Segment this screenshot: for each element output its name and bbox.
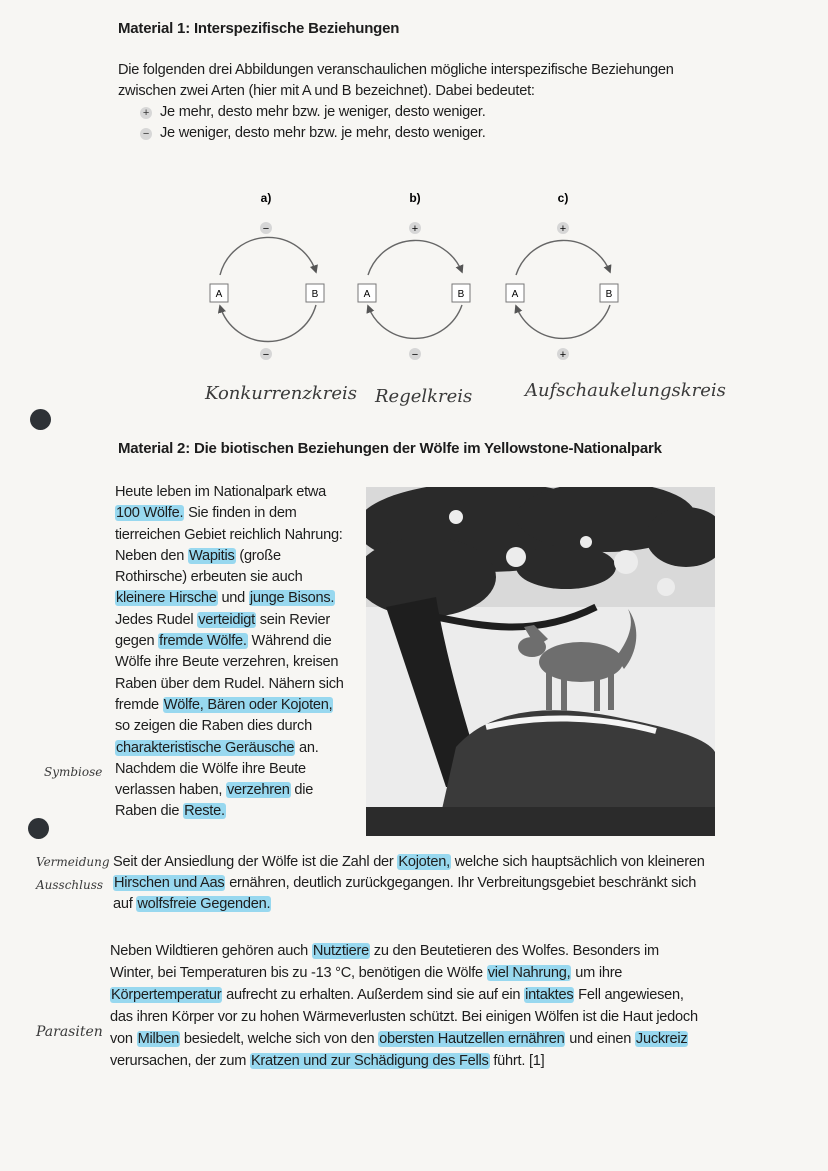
text-segment: führt. [1] xyxy=(489,1053,545,1069)
text-line xyxy=(110,940,720,962)
minus-symbol: − xyxy=(140,128,152,140)
margin-note-ausschluss: Ausschluss xyxy=(36,878,104,892)
diagram-c-label: c) xyxy=(557,191,569,205)
margin-note-vermeidung: Vermeidung xyxy=(36,855,110,869)
text-segment: auf xyxy=(113,896,137,912)
material2-heading: Material 2: Die biotischen Beziehungen der Wölfe im Yellowstone-Nationalpark xyxy=(118,440,662,457)
text-line xyxy=(115,780,351,801)
text-line xyxy=(115,546,351,567)
text-segment: und einen xyxy=(565,1031,635,1047)
diagram-b-node-b: B xyxy=(457,289,465,300)
diagram-b xyxy=(358,191,470,361)
diagram-c-top-sign: + xyxy=(559,223,567,235)
highlighted-text: intaktes xyxy=(525,987,574,1003)
highlighted-text: junge Bisons. xyxy=(249,590,335,607)
text-segment: verlassen haben, xyxy=(115,782,226,799)
text-line xyxy=(115,652,351,673)
text-segment: sein Revier xyxy=(255,611,330,628)
text-segment: die xyxy=(290,782,314,799)
plus-symbol: + xyxy=(140,107,152,119)
text-segment: verursachen, der zum xyxy=(110,1053,250,1069)
legend-plus-text: Je mehr, desto mehr bzw. je weniger, desto weniger. xyxy=(160,104,486,120)
text-segment: welche sich hauptsächlich von kleineren xyxy=(450,854,705,870)
material2-paragraph2 xyxy=(113,852,718,915)
text-segment: aufrecht zu erhalten. Außerdem sind sie auf ein xyxy=(222,987,525,1003)
diagram-a-top-sign: − xyxy=(262,223,270,235)
text-segment: an. xyxy=(295,739,319,756)
highlighted-text: Milben xyxy=(137,1031,180,1047)
text-segment: Fell angewiesen, xyxy=(574,987,684,1003)
text-line xyxy=(110,1006,720,1028)
text-segment: Neben Wildtieren gehören auch xyxy=(110,943,312,959)
text-line xyxy=(115,716,351,737)
text-line xyxy=(113,894,718,915)
highlighted-text: 100 Wölfe. xyxy=(116,505,184,522)
text-segment: zu den Beutetieren des Wolfes. Besonders im xyxy=(369,943,659,959)
text-segment: (große xyxy=(235,547,281,564)
material2-column-text xyxy=(115,482,351,823)
text-segment: Seit der Ansiedlung der Wölfe ist die Zahl der xyxy=(113,854,398,870)
text-segment: Jedes Rudel xyxy=(115,611,198,628)
highlighted-text: Wölfe, Bären oder Kojoten, xyxy=(163,696,333,713)
highlighted-text: verzehren xyxy=(226,782,290,799)
text-line xyxy=(115,674,351,695)
diagram-a-node-a: A xyxy=(215,289,223,300)
highlighted-text: Nutztiere xyxy=(312,943,369,959)
hole-punch-top xyxy=(30,409,51,430)
text-line xyxy=(115,801,351,822)
text-segment: Heute leben im Nationalpark etwa xyxy=(115,484,327,500)
wolf-photo xyxy=(366,487,715,836)
text-segment: Wölfe ihre Beute verzehren, kreisen xyxy=(115,654,339,671)
highlighted-text: charakteristische Geräusche xyxy=(116,739,295,756)
margin-note-parasiten: Parasiten xyxy=(36,1024,103,1040)
text-segment: Winter, bei Temperaturen bis zu -13 °C, benötigen die Wölfe xyxy=(110,965,487,981)
diagram-b-label: b) xyxy=(409,191,421,205)
text-line xyxy=(115,610,351,631)
text-segment: Nachdem die Wölfe ihre Beute xyxy=(115,760,306,777)
legend-minus-text: Je weniger, desto mehr bzw. je mehr, desto weniger. xyxy=(160,125,486,141)
material1-intro-line1: Die folgenden drei Abbildungen veranschaulichen mögliche interspezifische Beziehungen xyxy=(118,62,674,78)
annotation-a: Konkurrenzkreis xyxy=(205,383,357,404)
text-line xyxy=(115,482,351,503)
diagram-c-node-a: A xyxy=(511,289,519,300)
text-line xyxy=(113,873,718,894)
text-segment: gegen xyxy=(115,633,159,650)
legend-plus xyxy=(140,102,486,123)
text-line xyxy=(110,962,720,984)
text-line xyxy=(115,503,351,524)
text-line xyxy=(115,567,351,588)
annotation-b: Regelkreis xyxy=(375,386,473,407)
margin-note-symbiose: Symbiose xyxy=(44,765,103,779)
diagram-c-node-b: B xyxy=(605,289,613,300)
highlighted-text: viel Nahrung, xyxy=(487,965,571,981)
text-segment: Sie finden in dem xyxy=(184,505,297,522)
highlighted-text: kleinere Hirsche xyxy=(116,590,217,607)
text-line xyxy=(115,588,351,609)
highlighted-text: wolfsfreie Gegenden. xyxy=(137,896,271,912)
highlighted-text: Wapitis xyxy=(188,547,235,564)
legend-minus xyxy=(140,123,486,144)
text-segment: das ihren Körper vor zu hohen Wärmeverlusten schützt. Bei einigen Wölfen ist die Haut jedoch xyxy=(110,1009,698,1025)
highlighted-text: Hirschen und Aas xyxy=(114,875,225,891)
text-segment: fremde xyxy=(115,696,163,713)
text-segment: ernähren, deutlich zurückgegangen. Ihr Verbreitungsgebiet beschränkt sich xyxy=(225,875,697,891)
text-segment: Raben die xyxy=(115,803,184,820)
highlighted-text: Kratzen und zur Schädigung des Fells xyxy=(250,1053,489,1069)
diagram-c xyxy=(506,191,618,361)
highlighted-text: Juckreiz xyxy=(635,1031,688,1047)
annotation-c: Aufschaukelungskreis xyxy=(525,380,726,401)
highlighted-text: fremde Wölfe. xyxy=(159,633,247,650)
material2-paragraph3 xyxy=(110,940,720,1072)
diagram-a-label: a) xyxy=(260,191,272,205)
text-line xyxy=(115,525,351,546)
text-line xyxy=(115,738,351,759)
text-segment: besiedelt, welche sich von den xyxy=(180,1031,379,1047)
text-segment: von xyxy=(110,1031,137,1047)
diagram-b-top-sign: + xyxy=(411,223,419,235)
text-segment: so zeigen die Raben dies durch xyxy=(115,718,312,735)
highlighted-text: obersten Hautzellen ernähren xyxy=(379,1031,565,1047)
highlighted-text: Körpertemperatur xyxy=(111,987,222,1003)
text-segment: Raben über dem Rudel. Nähern sich xyxy=(115,675,344,692)
text-segment: um ihre xyxy=(571,965,623,981)
diagram-b-node-a: A xyxy=(363,289,371,300)
text-line xyxy=(110,1050,720,1072)
diagram-a xyxy=(210,191,324,361)
highlighted-text: Reste. xyxy=(184,803,225,820)
text-line xyxy=(110,984,720,1006)
highlighted-text: verteidigt xyxy=(198,611,255,628)
material1-heading: Material 1: Interspezifische Beziehungen xyxy=(118,20,400,37)
text-line xyxy=(115,631,351,652)
diagram-a-bottom-sign: − xyxy=(262,349,270,361)
diagram-b-bottom-sign: − xyxy=(411,349,419,361)
text-segment: und xyxy=(217,590,249,607)
highlighted-text: Kojoten, xyxy=(398,854,450,870)
text-line xyxy=(115,695,351,716)
hole-punch-bottom xyxy=(28,818,49,839)
text-segment: tierreichen Gebiet reichlich Nahrung: xyxy=(115,526,343,543)
text-segment: Während die xyxy=(247,633,332,650)
diagram-a-node-b: B xyxy=(311,289,319,300)
text-line xyxy=(115,759,351,780)
relationship-diagrams xyxy=(190,180,750,400)
text-segment: Rothirsche) erbeuten sie auch xyxy=(115,569,303,586)
text-line xyxy=(110,1028,720,1050)
text-segment: Neben den xyxy=(115,547,188,564)
text-line xyxy=(113,852,718,873)
diagram-c-bottom-sign: + xyxy=(559,349,567,361)
material1-intro-line2: zwischen zwei Arten (hier mit A und B bezeichnet). Dabei bedeutet: xyxy=(118,83,535,99)
